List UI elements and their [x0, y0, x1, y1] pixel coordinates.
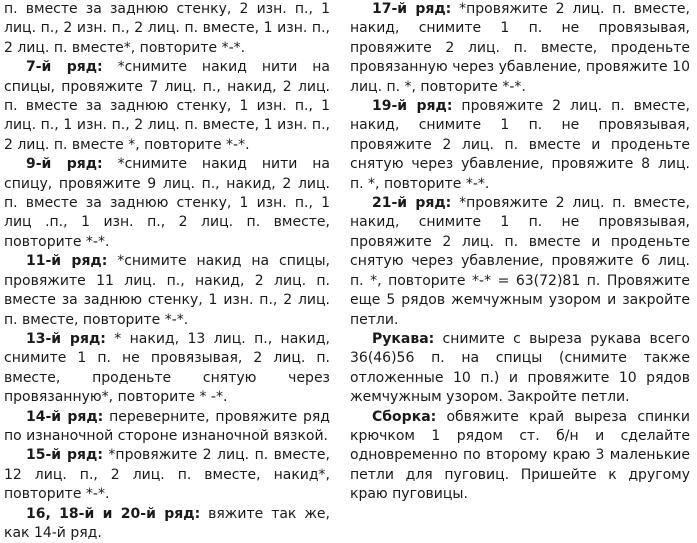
paragraph-row-13: [4, 330, 330, 408]
row-text: провяжите 2 лиц. п. вместе, накид, снимите 1 п. не провязывая, провяжите 2 лиц. п. вместе и проденьте снятую через убавление, провяжите 8 лиц. п. *, повторите *-*.: [350, 98, 690, 192]
paragraph-rows-16-18-20: [4, 505, 330, 543]
paragraph-continuation: [4, 0, 330, 58]
row-text: *провяжите 2 лиц. п. вместе, накид, снимите 1 п. не провязывая, провяжите 2 лиц. п. вместе и проденьте снятую через убавление, провяжите 6 лиц. п. *, повторите *-* = 63(72)81 п. Провяжите еще 5 рядов жемчужным узором и закройте петли.: [350, 195, 690, 328]
row-text: п. вместе за заднюю стенку, 2 изн. п., 1 лиц. п., 2 изн. п., 2 лиц. п. вместе, 1 изн. п., 2 лиц. п. вместе*, повторите *-*.: [4, 1, 330, 56]
row-label: 9-й ряд:: [26, 156, 103, 173]
row-label: 19-й ряд:: [372, 98, 453, 115]
row-text: * накид, 13 лиц. п., накид, снимите 1 п. не провязывая, 2 лиц. п. вместе, проденьте снятую через провязанную*, повторите * -*.: [4, 330, 330, 406]
section-label: Сборка:: [372, 408, 437, 425]
row-label: 16, 18-й и 20-й ряд:: [26, 505, 201, 522]
paragraph-row-9: [4, 155, 330, 252]
section-text: снимите с выреза рукава всего 36(46)56 п. на спицы (снимите также отложенные 10 п.) и провяжите 10 рядов жемчужным узором. Закройте петли.: [350, 330, 690, 406]
row-text: *снимите накид нити на спицу, провяжите 9 лиц. п., накид, 2 лиц. п. вместе за заднюю стенку, 1 изн. п., 1 лиц .п., 1 изн. п., 2 лиц. п. вместе, повторите *-*.: [4, 156, 331, 250]
right-text-column: [350, 0, 690, 505]
row-label: 7-й ряд:: [26, 59, 103, 76]
row-text: вяжите так же, как 14-й ряд.: [4, 505, 330, 541]
row-text: *снимите накид нити на спицы, провяжите 7 лиц. п., накид, 2 лиц. п. вместе за заднюю стенку, 1 изн. п., 1 лиц. п., 1 изн. п., 2 лиц. п. вместе, 1 изн. п., 2 лиц. п. вместе *, повторите *-*.: [4, 59, 331, 153]
row-text: *снимите накид на спицы, провяжите 11 лиц. п., накид, 2 лиц. п. вместе за заднюю стенку, 1 изн. п., 2 лиц. п. вместе, повторите *-*.: [4, 253, 330, 328]
paragraph-row-17: [350, 0, 690, 97]
paragraph-row-19: [350, 97, 690, 194]
row-label: 17-й ряд:: [372, 1, 452, 17]
row-label: 14-й ряд:: [26, 408, 104, 425]
left-text-column: [4, 0, 330, 543]
paragraph-row-21: [350, 194, 690, 330]
row-text: переверните, провяжите ряд по изнаночной стороне изнаночной вязкой.: [4, 408, 330, 444]
paragraph-sleeves: [350, 330, 690, 408]
row-label: 11-й ряд:: [26, 253, 108, 270]
paragraph-row-15: [4, 446, 330, 504]
paragraph-row-7: [4, 58, 330, 155]
section-text: обвяжите край выреза спинки крючком 1 рядом ст. б/н и сделайте одновременно по второму краю 3 маленькие петли для пуговиц. Пришейте к другому краю пуговицы.: [350, 408, 690, 503]
row-label: 15-й ряд:: [26, 447, 103, 464]
row-label: 21-й ряд:: [372, 195, 452, 212]
row-text: *провяжите 2 лиц. п. вместе, 12 лиц. п., 2 лиц. п. вместе, накид*, повторите *-*.: [4, 447, 330, 503]
row-label: 13-й ряд:: [26, 330, 106, 347]
row-text: *провяжите 2 лиц. п. вместе, накид, снимите 1 п. не провязывая, провяжите 2 лиц. п. вместе, проденьте провязанную через убавление, провяжите 10 лиц. п. *, повторите *-*.: [350, 1, 690, 95]
section-label: Рукава:: [372, 330, 435, 347]
paragraph-assembly: [350, 408, 690, 505]
paragraph-row-14: [4, 408, 330, 447]
paragraph-row-11: [4, 252, 330, 330]
